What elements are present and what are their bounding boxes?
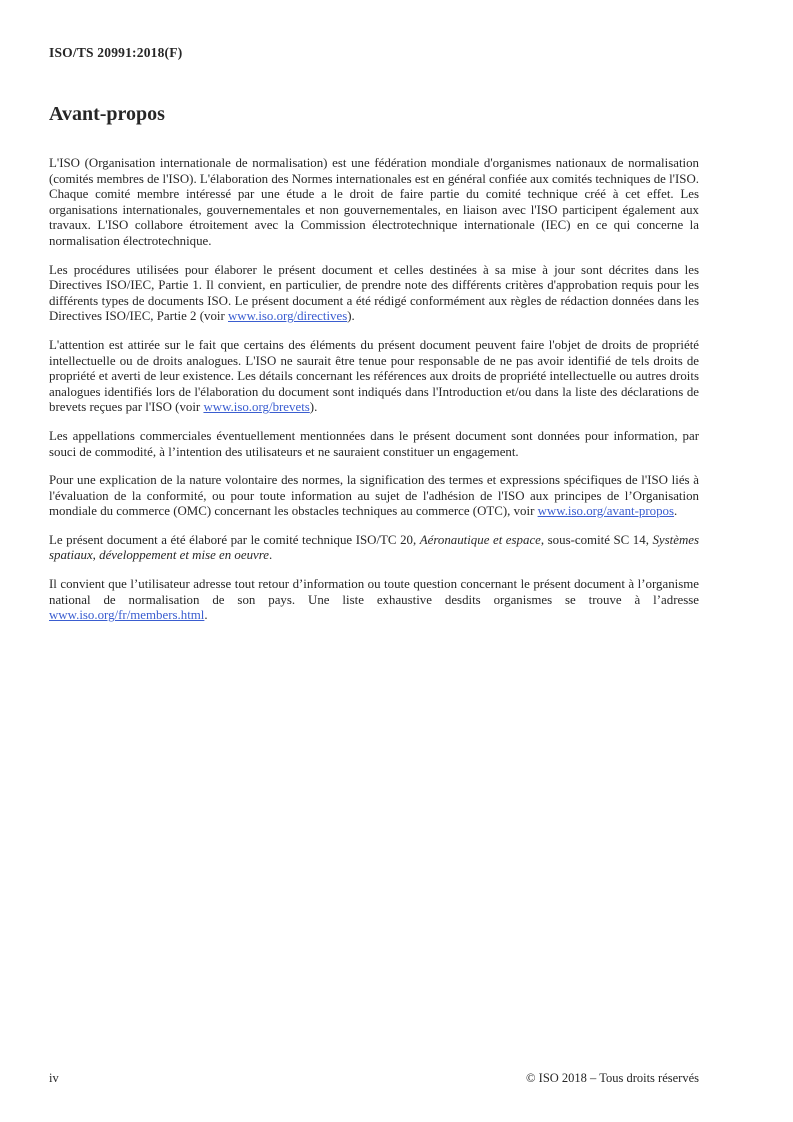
paragraph: [49, 473, 699, 520]
text-run: L'ISO (Organisation internationale de normalisation) est une fédération mondiale d'organismes nationaux de normalisation (comités membres de l'ISO). L'élaboration des Normes internationales est en général confiée aux comités techniques de l'ISO. Chaque comité membre intéressé par une étude a le droit de faire partie du comité technique créé à cet effet. Les organisations internationales, gouvernementales et non gouvernementales, en liaison avec l'ISO participent également aux travaux. L'ISO collabore étroitement avec la Commission électrotechnique internationale (IEC) en ce qui concerne la normalisation électrotechnique.: [49, 156, 699, 248]
text-run: L'attention est attirée sur le fait que certains des éléments du présent document peuvent faire l'objet de droits de propriété intellectuelle ou de droits analogues. L'ISO ne saurait être tenue pour responsable de ne pas avoir identifié de tels droits de propriété et averti de leur existence. Les détails concernant les références aux droits de propriété intellectuelle ou autres droits analogues identifiés lors de l'élaboration du document sont indiqués dans l'Introduction et/ou dans la liste des déclarations de brevets reçues par l'ISO (voir: [49, 337, 699, 415]
page-footer: [49, 1071, 699, 1086]
paragraph: [49, 533, 699, 564]
text-run: .: [204, 608, 208, 623]
italic-text: Systèmes spatiaux, développement et mise en oeuvre: [49, 532, 700, 563]
hyperlink[interactable]: www.iso.org/directives: [228, 309, 348, 324]
paragraph: [49, 338, 699, 416]
hyperlink[interactable]: www.iso.org/brevets: [203, 400, 310, 415]
body-text: [49, 156, 699, 637]
paragraph: [49, 156, 699, 250]
text-run: Il convient que l’utilisateur adresse tout retour d’information ou toute question concernant le présent document à l’organisme national de normalisation de son pays. Une liste exhaustive desdits organismes se trouve à l’adresse: [49, 577, 699, 607]
hyperlink[interactable]: www.iso.org/fr/members.html: [49, 608, 205, 623]
text-run: ).: [309, 400, 318, 415]
paragraph: [49, 577, 699, 624]
text-run: Pour une explication de la nature volontaire des normes, la signification des termes et expressions spécifiques de l'ISO liés à l'évaluation de la conformité, ou pour toute information au sujet de l'adhésion de l'ISO aux principes de l’Organisation mondiale du commerce (OMC) concernant les obstacles techniques au commerce (OTC), voir: [49, 473, 699, 519]
paragraph: [49, 263, 699, 325]
text-run: Les procédures utilisées pour élaborer le présent document et celles destinées à sa mise à jour sont décrites dans les Directives ISO/IEC, Partie 1. Il convient, en particulier, de prendre note des différents critères d'approbation requis pour les différents types de documents ISO. Le présent document a été rédigé conformément aux règles de rédaction données dans les Directives ISO/IEC, Partie 2 (voir: [49, 262, 699, 324]
text-run: Les appellations commerciales éventuellement mentionnées dans le présent document sont données pour information, par souci de commodité, à l’intention des utilisateurs et ne sauraient constituer un engagement.: [49, 428, 699, 459]
hyperlink[interactable]: www.iso.org/avant-propos: [537, 504, 675, 519]
paragraph: [49, 429, 699, 460]
italic-text: Aéronautique et espace: [419, 532, 541, 547]
text-run: , sous-comité SC 14,: [540, 532, 653, 547]
text-run: .: [674, 504, 678, 519]
text-run: ).: [347, 309, 355, 324]
text-run: Le présent document a été élaboré par le comité technique ISO/TC 20,: [49, 532, 420, 547]
page-number: iv: [49, 1071, 59, 1085]
running-header: ISO/TS 20991:2018(F): [49, 45, 183, 60]
text-run: .: [269, 548, 273, 563]
section-title: Avant-propos: [49, 103, 165, 125]
copyright-notice: © ISO 2018 – Tous droits réservés: [526, 1071, 699, 1085]
